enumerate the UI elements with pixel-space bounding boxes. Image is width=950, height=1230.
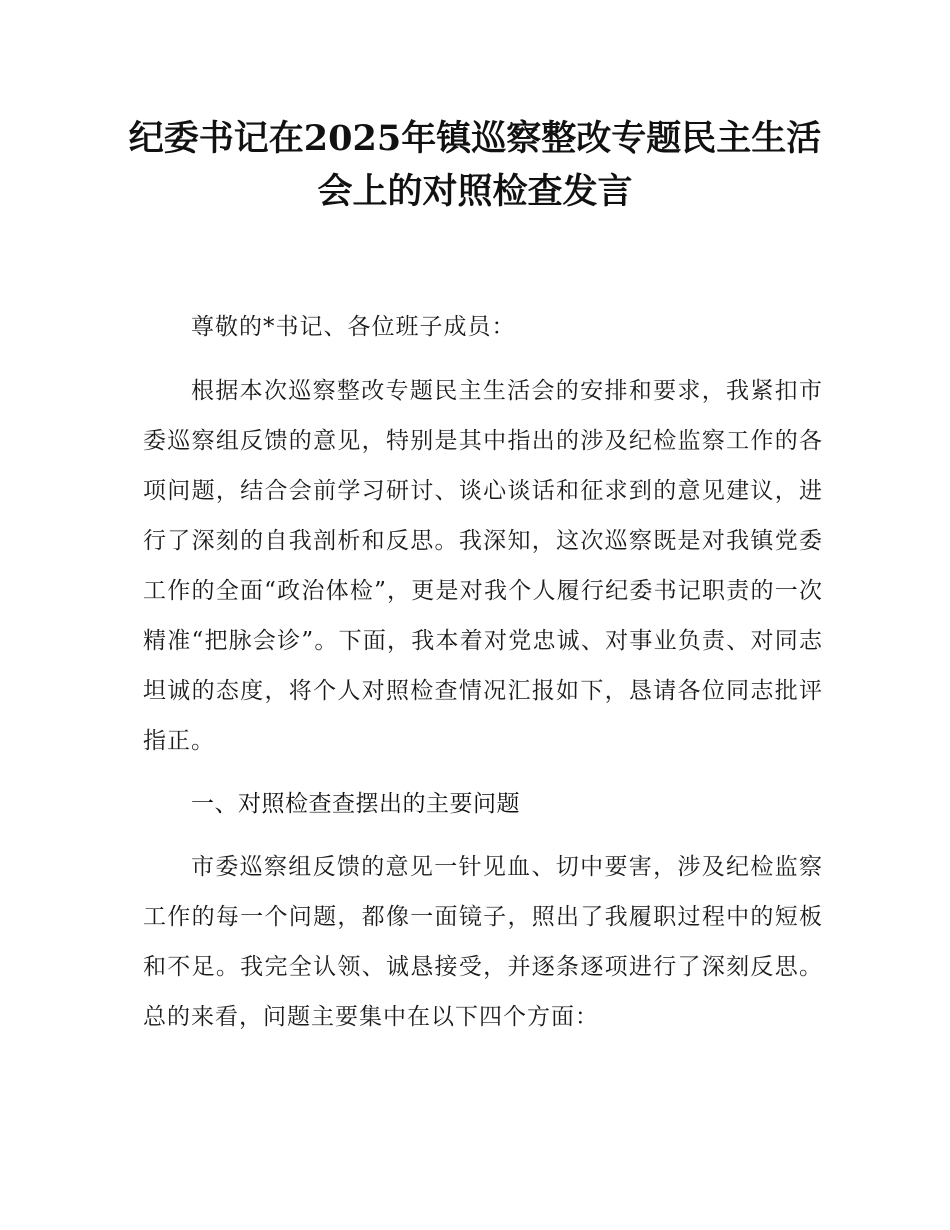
- section-1-paragraph: 市委巡察组反馈的意见一针见血、切中要害，涉及纪检监察工作的每一个问题，都像一面镜子，照出了我履职过程中的短板和不足。我完全认领、诚恳接受，并逐条逐项进行了深刻反思。总的来看，问题主要集中在以下四个方面：: [143, 854, 823, 1030]
- document-title: [120, 112, 830, 218]
- section-heading-1: 一、对照检查查摆出的主要问题: [191, 791, 520, 817]
- salutation: 尊敬的*书记、各位班子成员：: [191, 314, 516, 340]
- intro-paragraph: 根据本次巡察整改专题民主生活会的安排和要求，我紧扣市委巡察组反馈的意见，特别是其中指出的涉及纪检监察工作的各项问题，结合会前学习研讨、谈心谈话和征求到的意见建议，进行了深刻的自我剖析和反思。我深知，这次巡察既是对我镇党委工作的全面“政治体检”，更是对我个人履行纪委书记职责的一次精准“把脉会诊”。下面，我本着对党忠诚、对事业负责、对同志坦诚的态度，将个人对照检查情况汇报如下，恳请各位同志批评指正。: [143, 378, 823, 754]
- title-line-2: 会上的对照检查发言: [317, 171, 633, 212]
- title-line-1: 纪委书记在2025年镇巡察整改专题民主生活: [128, 118, 822, 159]
